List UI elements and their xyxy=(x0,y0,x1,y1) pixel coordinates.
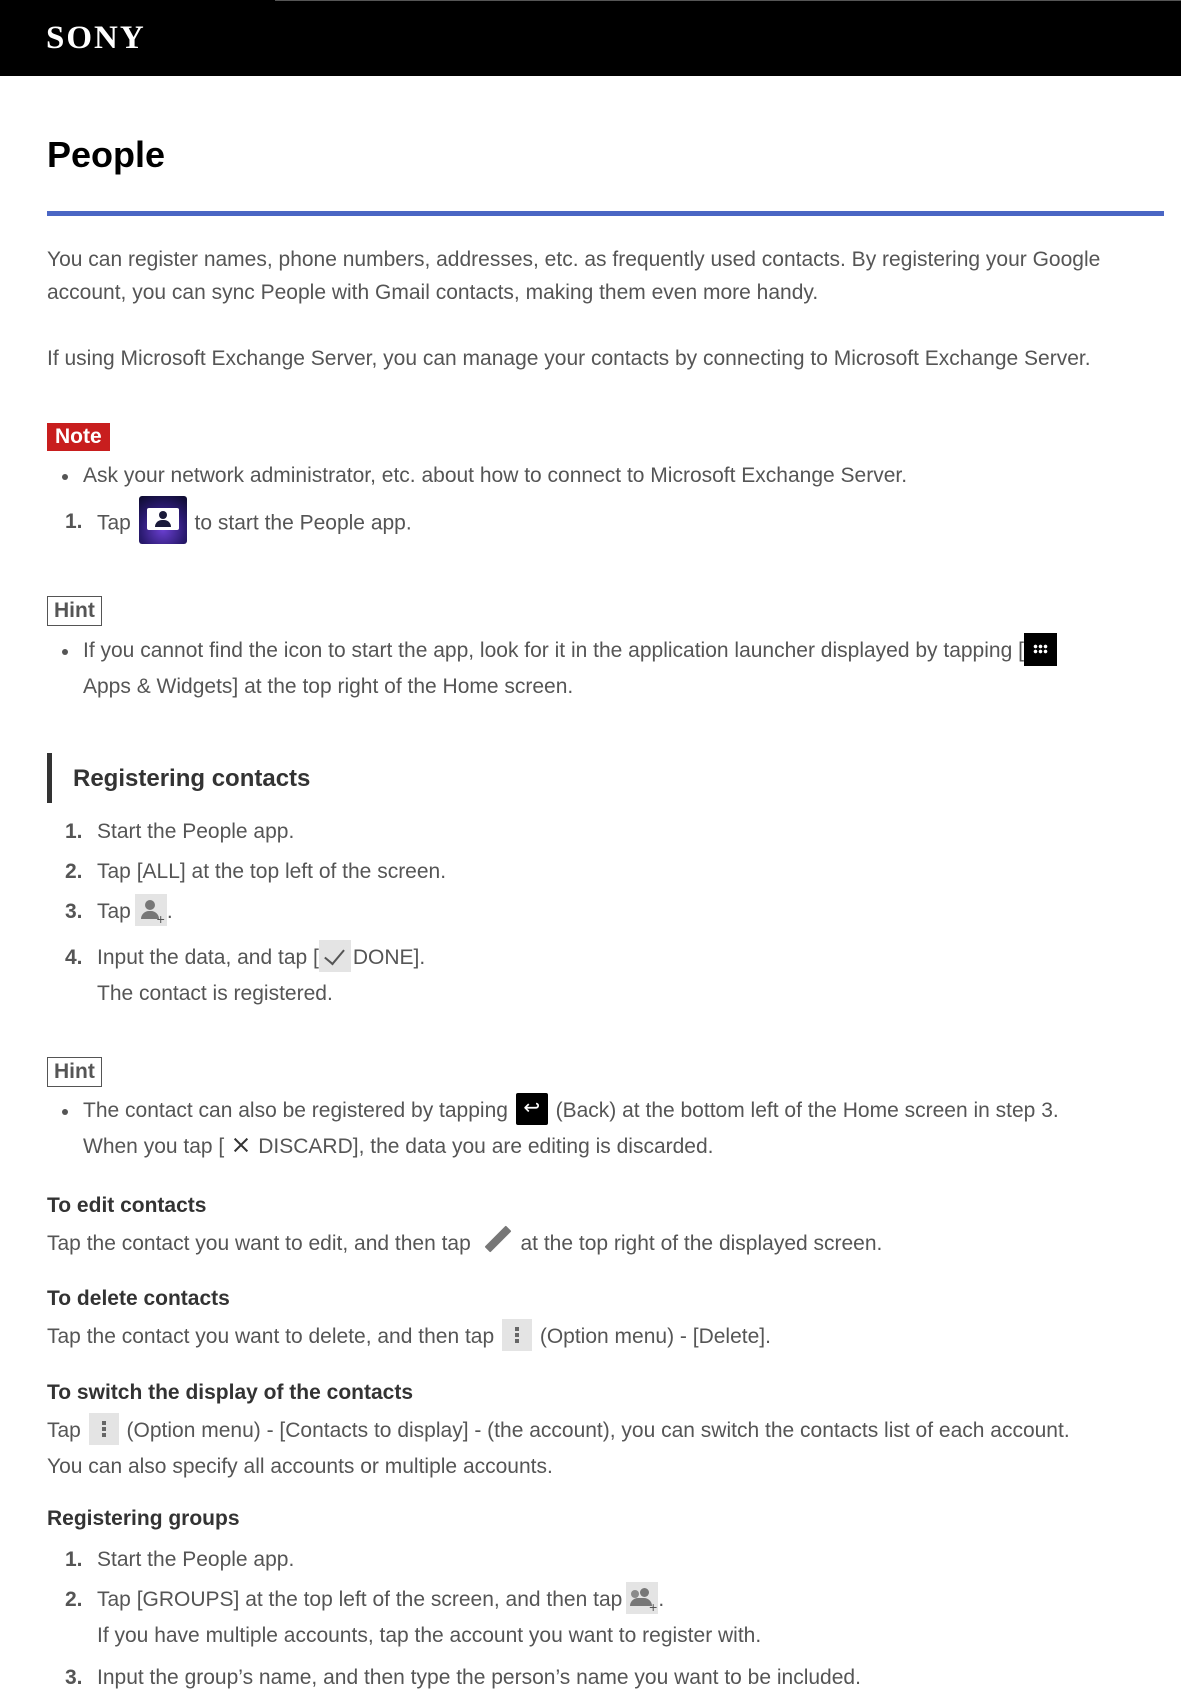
delete-text-post: (Option menu) - [Delete]. xyxy=(539,1325,771,1348)
hint-badge: Hint xyxy=(47,596,102,626)
apps-grid-icon xyxy=(1024,633,1057,666)
edit-text-post: at the top right of the displayed screen. xyxy=(520,1232,883,1255)
intro-line-2: account, you can sync People with Gmail contacts, making them even more handy. xyxy=(47,281,819,304)
hint-text-post: DISCARD], the data you are editing is discarded. xyxy=(258,1135,714,1158)
people-app-icon xyxy=(139,496,187,544)
title-divider xyxy=(47,211,1164,216)
group-step xyxy=(65,1542,1167,1578)
subhead-delete-contacts: To delete contacts xyxy=(47,1287,230,1310)
hint-item-launcher xyxy=(83,633,1163,705)
step-result: The contact is registered. xyxy=(97,982,333,1005)
step-number: 2. xyxy=(65,860,83,883)
contact-step xyxy=(65,854,1167,890)
header-divider xyxy=(275,0,1181,1)
hint-text-pre: When you tap [ xyxy=(83,1135,225,1158)
note-item: Ask your network administrator, etc. about how to connect to Microsoft Exchange Server. xyxy=(83,458,1163,494)
add-contact-icon: + xyxy=(135,894,167,926)
step-number: 3. xyxy=(65,1666,83,1689)
step-text-pre: Input the data, and tap [ xyxy=(97,946,319,969)
subhead-switch-display: To switch the display of the contacts xyxy=(47,1381,413,1404)
step-number: 4. xyxy=(65,946,83,969)
header-bar xyxy=(0,0,1181,76)
switch-text-post: (Option menu) - [Contacts to display] - (the account), you can switch the contacts list of each account. xyxy=(126,1419,1070,1442)
note-badge: Note xyxy=(47,423,110,451)
step-number: 2. xyxy=(65,1588,83,1611)
subhead-edit-contacts: To edit contacts xyxy=(47,1194,207,1217)
intro-paragraph xyxy=(47,243,1172,309)
step-text-post: . xyxy=(658,1588,665,1611)
subhead-registering-groups: Registering groups xyxy=(47,1507,240,1530)
brand-logo: SONY xyxy=(46,20,146,56)
close-icon xyxy=(226,1130,256,1160)
switch-display-text xyxy=(47,1413,1172,1485)
contact-step xyxy=(65,940,1167,1012)
switch-text-pre: Tap xyxy=(47,1419,81,1442)
hint-text-line-1: If you cannot find the icon to start the app, look for it in the application launcher displayed by tapping [ xyxy=(83,639,1024,662)
checkmark-icon xyxy=(319,940,351,972)
pencil-icon xyxy=(479,1222,515,1258)
step-text-pre: Tap xyxy=(97,900,131,923)
page-title: People xyxy=(47,134,166,175)
hint-text-line-2: Apps & Widgets] at the top right of the Home screen. xyxy=(83,675,574,698)
hint-text-pre: The contact can also be registered by tapping xyxy=(83,1099,508,1122)
overflow-menu-icon xyxy=(502,1319,532,1351)
step-text-post: to start the People app. xyxy=(194,511,412,535)
delete-contacts-text xyxy=(47,1319,1172,1355)
step-number: 1. xyxy=(65,510,83,533)
delete-text-pre: Tap the contact you want to delete, and then tap xyxy=(47,1325,495,1348)
start-app-step xyxy=(65,504,1167,544)
add-group-icon: + xyxy=(626,1582,658,1614)
edit-text-pre: Tap the contact you want to edit, and then tap xyxy=(47,1232,471,1255)
back-arrow-icon: ↩ xyxy=(516,1093,548,1125)
edit-contacts-text xyxy=(47,1226,1172,1262)
group-step xyxy=(65,1660,1167,1691)
hint-badge: Hint xyxy=(47,1057,102,1087)
step-text-post: . xyxy=(166,900,173,923)
hint-text-post: (Back) at the bottom left of the Home screen in step 3. xyxy=(555,1099,1059,1122)
step-number: 1. xyxy=(65,1548,83,1571)
step-text: Tap [ALL] at the top left of the screen. xyxy=(97,860,447,883)
section-title-registering-contacts: Registering contacts xyxy=(73,765,311,792)
step-text: Start the People app. xyxy=(97,1548,295,1571)
step-text: Input the group’s name, and then type the person’s name you want to be included. xyxy=(97,1666,861,1689)
step-number: 1. xyxy=(65,820,83,843)
step-note: If you have multiple accounts, tap the account you want to register with. xyxy=(97,1624,762,1647)
contact-step xyxy=(65,814,1167,850)
step-text: Start the People app. xyxy=(97,820,295,843)
step-text-pre: Tap xyxy=(97,511,131,535)
contact-step xyxy=(65,894,1167,930)
intro-line-1: You can register names, phone numbers, addresses, etc. as frequently used contacts. By registering your Google xyxy=(47,248,1101,271)
overflow-menu-icon xyxy=(89,1413,119,1445)
step-text-pre: Tap [GROUPS] at the top left of the screen, and then tap xyxy=(97,1588,623,1611)
switch-text-line-2: You can also specify all accounts or multiple accounts. xyxy=(47,1455,553,1478)
section-marker xyxy=(47,753,52,803)
step-text-post: DONE]. xyxy=(352,946,426,969)
exchange-paragraph: If using Microsoft Exchange Server, you can manage your contacts by connecting to Microsoft Exchange Server. xyxy=(47,347,1091,370)
step-number: 3. xyxy=(65,900,83,923)
group-step xyxy=(65,1582,1167,1654)
hint-item-back xyxy=(83,1093,1163,1165)
